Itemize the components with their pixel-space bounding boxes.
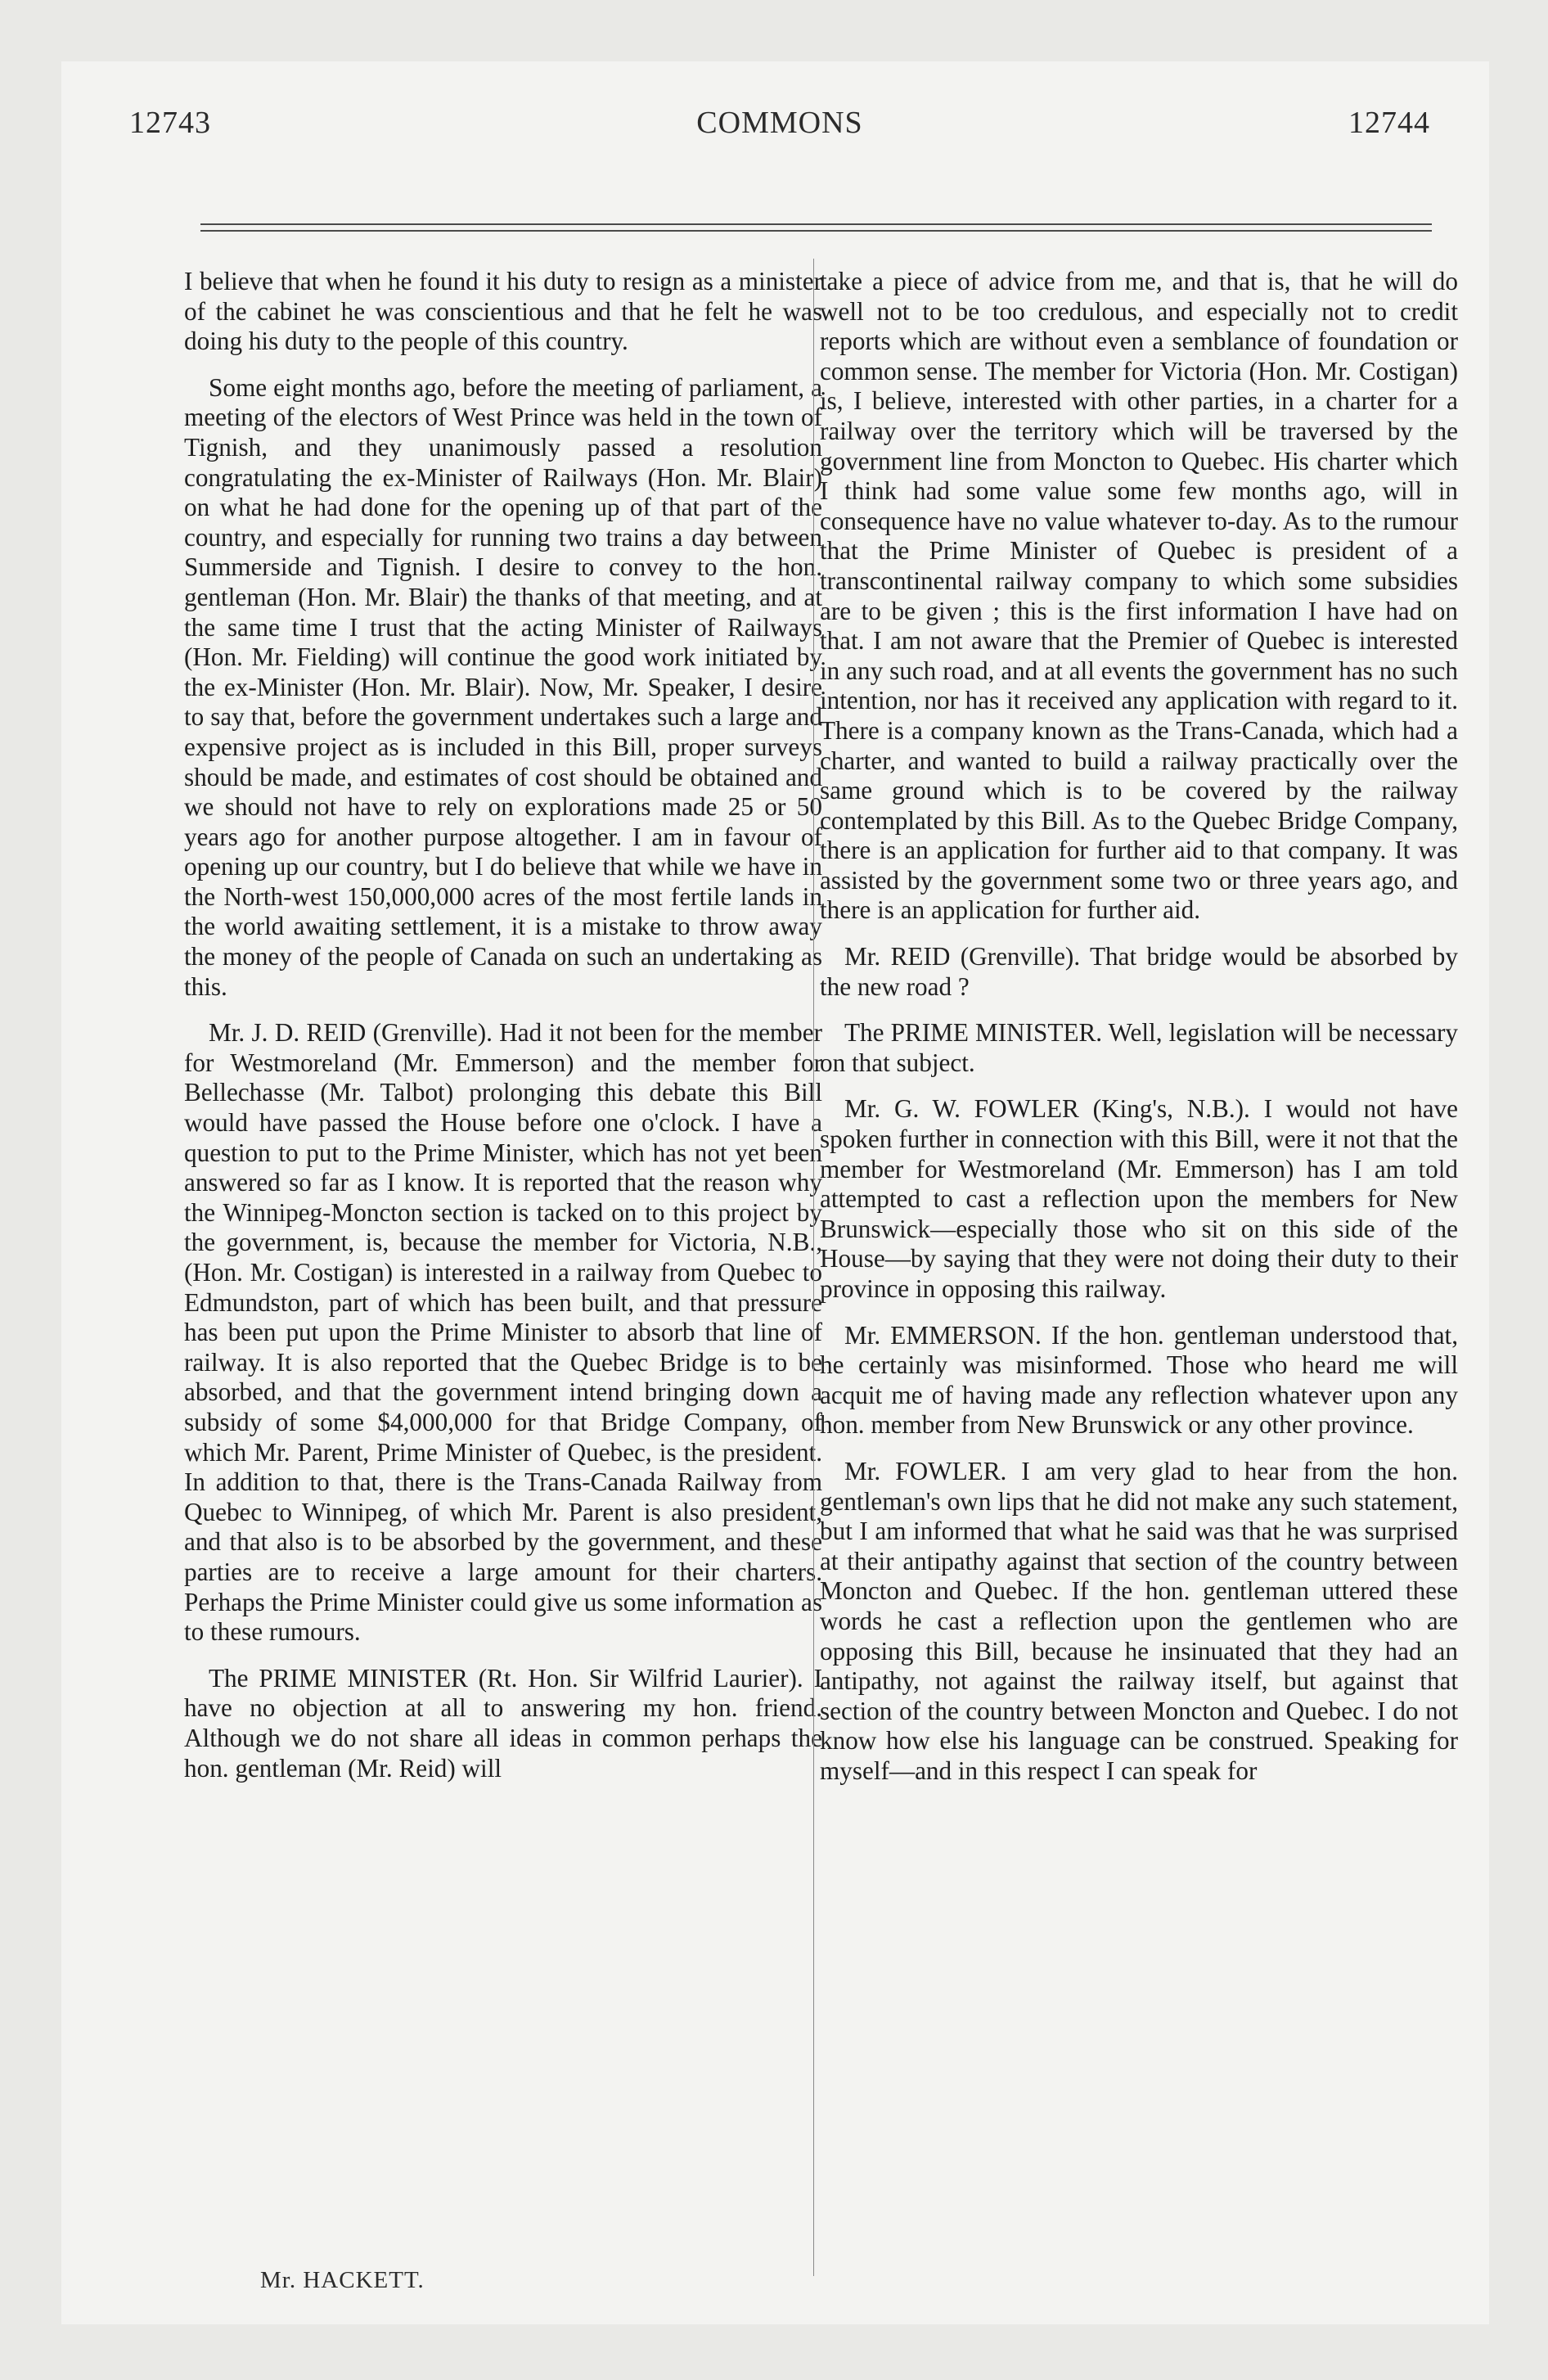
paragraph: Some eight months ago, before the meeting of parliament, a meeting of the electors of West Prince was held in the town of Tignish, and they unanimously passed a resolution congratulating the ex-Minister of Railways (Hon. Mr. Blair) on what he had done for the opening up of that part of the country, and especially for running two trains a day between Summerside and Tignish. I desire to convey to the hon. gentleman (Hon. Mr. Blair) the thanks of that meeting, and at the same time I trust that the acting Minister of Railways (Hon. Mr. Fielding) will continue the good work initiated by the ex-Minister (Hon. Mr. Blair). Now, Mr. Speaker, I desire to say that, before the government undertakes such a large and expensive project as is included in this Bill, proper surveys should be made, and estimates of cost should be obtained and we should not have to rely on explorations made 25 or 50 years ago for another purpose altogether. I am in favour of opening up our country, but I do believe that while we have in the North-west 150,000,000 acres of the most fertile lands in the world awaiting settlement, it is a mistake to throw away the money of the people of Canada on such an undertaking as this. (184, 372, 822, 1001)
running-title: COMMONS (696, 106, 863, 140)
page-number-left: 12743 (129, 106, 211, 140)
paragraph: take a piece of advice from me, and that is, that he will do well not to be too credulous, and especially not to credit reports which are without even a semblance of foundation or common sense. The member for Victoria (Hon. Mr. Costigan) is, I believe, interested with other parties, in a charter for a railway over the territory which will be traversed by the government line from Moncton to Quebec. His charter which I think had some value some few months ago, will in consequence have no value whatever to-day. As to the rumour that the Prime Minister of Quebec is president of a transcontinental railway company to which some subsidies are to be given ; this is the first information I have had on that. I am not aware that the Premier of Quebec is interested in any such road, and at all events the government has no such intention, nor has it received any application with regard to it. There is a company known as the Trans-Canada, which had a charter, and wanted to build a railway practically over the same ground which is to be covered by the railway contemplated by this Bill. As to the Quebec Bridge Company, there is an application for further aid to that company. It was assisted by the government some two or three years ago, and there is an application for further aid. (820, 267, 1458, 925)
paragraph: Mr. EMMERSON. If the hon. gentleman understood that, he certainly was misinformed. Those who heard me will acquit me of having made any reflection whatever upon any hon. member from New Brunswick or any other province. (820, 1320, 1458, 1440)
header-rule-top (200, 223, 1432, 225)
paragraph: Mr. FOWLER. I am very glad to hear from the hon. gentleman's own lips that he did not make any such statement, but I am informed that what he said was that he was surprised at their antipathy against that section of the country between Moncton and Quebec. If the hon. gentleman uttered these words he cast a reflection upon the gentlemen who are opposing this Bill, because he insinuated that they had an antipathy, not against the railway itself, but against that section of the country between Moncton and Quebec. I do not know how else his language can be construed. Speaking for myself—and in this respect I can speak for (820, 1456, 1458, 1785)
paragraph: Mr. J. D. REID (Grenville). Had it not been for the member for Westmoreland (Mr. Emmerson) and the member for Bellechasse (Mr. Talbot) prolonging this debate this Bill would have passed the House before one o'clock. I have a question to put to the Prime Minister, which has not yet been answered so far as I know. It is reported that the reason why the Winnipeg-Moncton section is tacked on to this project by the government, is, because the member for Victoria, N.B., (Hon. Mr. Costigan) is interested in a railway from Quebec to Edmundston, part of which has been built, and that pressure has been put upon the Prime Minister to absorb that line of railway. It is also reported that the Quebec Bridge is to be absorbed, and that the government intend bringing down a subsidy of some $4,000,000 for that Bridge Company, of which Mr. Parent, Prime Minister of Quebec, is the president. In addition to that, there is the Trans-Canada Railway from Quebec to Winnipeg, of which Mr. Parent is also president, and that also is to be absorbed by the government, and these parties are to receive a large amount for their charters. Perhaps the Prime Minister could give us some information as to these rumours. (184, 1018, 822, 1647)
paragraph: The PRIME MINISTER (Rt. Hon. Sir Wilfrid Laurier). I have no objection at all to answering my hon. friend. Although we do not share all ideas in common perhaps the hon. gentleman (Mr. Reid) will (184, 1663, 822, 1783)
paragraph: The PRIME MINISTER. Well, legislation will be necessary on that subject. (820, 1018, 1458, 1077)
column-divider (813, 259, 814, 2276)
right-column (820, 267, 1458, 1803)
page-header (129, 105, 1430, 154)
footer-speaker: Mr. HACKETT. (260, 2267, 425, 2293)
header-rule-bottom (200, 230, 1432, 232)
page-number-right: 12744 (1348, 106, 1430, 140)
paragraph: Mr. G. W. FOWLER (King's, N.B.). I would not have spoken further in connection with this Bill, were it not that the member for Westmoreland (Mr. Emmerson) has I am told attempted to cast a reflection upon the members for New Brunswick—especially those who sit on this side of the House—by saying that they were not doing their duty to their province in opposing this railway. (820, 1094, 1458, 1303)
paragraph: Mr. REID (Grenville). That bridge would be absorbed by the new road ? (820, 942, 1458, 1001)
paragraph: I believe that when he found it his duty to resign as a minister of the cabinet he was conscientious and that he felt he was doing his duty to the people of this country. (184, 267, 822, 356)
left-column (184, 267, 822, 1800)
